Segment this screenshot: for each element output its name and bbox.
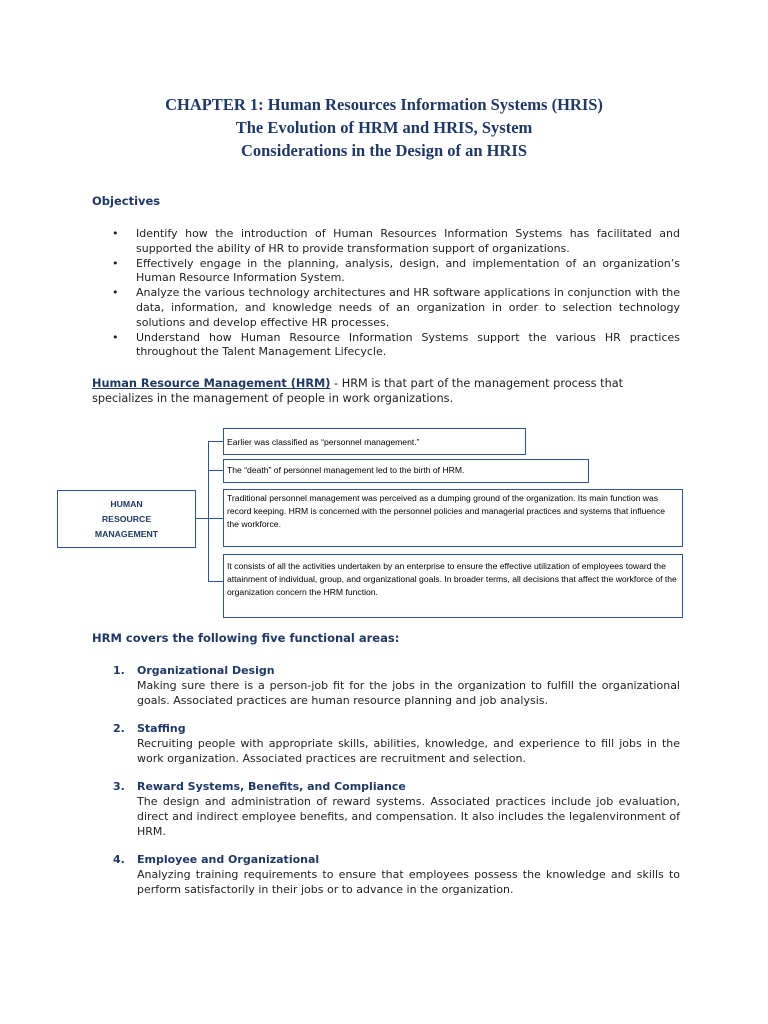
functional-area-item xyxy=(113,852,680,897)
objective-text: Understand how Human Resource Information Systems support the various HR practices throughout the Talent Management Lifecycle. xyxy=(136,330,680,359)
objectives-heading: Objectives xyxy=(92,194,161,208)
connector-line xyxy=(208,518,223,519)
functional-area-title: Staffing xyxy=(137,722,186,735)
functional-area-item xyxy=(113,721,680,766)
connector-line xyxy=(208,470,223,471)
chapter-title-line-1: CHAPTER 1: Human Resources Information Systems (HRIS) xyxy=(165,95,603,114)
connector-line xyxy=(208,441,223,442)
diagram-box: The “death” of personnel management led to the birth of HRM. xyxy=(223,459,589,483)
chapter-title-line-3: Considerations in the Design of an HRIS xyxy=(240,141,528,160)
objective-text: Identify how the introduction of Human Resources Information Systems has facilitated and supported the ability of HR to provide transformation support of organizations. xyxy=(136,227,680,255)
item-number: 2. xyxy=(113,722,125,735)
item-number: 4. xyxy=(113,853,125,866)
diagram-box: Traditional personnel management was perceived as a dumping ground of the organization. Its main function was record keeping. HRM is concerned with the personnel policies and managerial practices and systems that influence the workforce. xyxy=(223,489,683,547)
functional-area-title: Reward Systems, Benefits, and Compliance xyxy=(137,780,406,793)
connector-line xyxy=(208,581,223,582)
functional-area-description: Analyzing training requirements to ensure that employees possess the knowledge and skills to perform satisfactorily in their jobs or to advance in the organization. xyxy=(137,868,680,896)
diagram-box: Earlier was classified as “personnel management.” xyxy=(223,428,526,455)
functional-area-description: Making sure there is a person-job fit for the jobs in the organization to fulfill the organizational goals. Associated practices are human resource planning and job analysis. xyxy=(137,679,680,707)
item-number: 1. xyxy=(113,664,125,677)
chapter-title-line-2: The Evolution of HRM and HRIS, System xyxy=(235,118,533,137)
functional-areas-heading: HRM covers the following five functional areas: xyxy=(92,631,400,645)
bullet-icon: • xyxy=(112,256,119,270)
functional-area-title: Organizational Design xyxy=(137,664,275,677)
hrm-term: Human Resource Management (HRM) xyxy=(92,377,331,390)
functional-area-description: Recruiting people with appropriate skills, abilities, knowledge, and experience to fill jobs in the work organization. Associated practices are recruitment and selection. xyxy=(137,737,680,765)
diagram-box: It consists of all the activities undertaken by an enterprise to ensure the effective utilization of employees toward the attainment of individual, group, and organizational goals. In broader terms, all decisions that affect the workforce of the organization concern the HRM function. xyxy=(223,554,683,618)
item-number: 3. xyxy=(113,780,125,793)
functional-area-description: The design and administration of reward systems. Associated practices include job evaluation, direct and indirect employee benefits, and compensation. It also includes the legalenvironment of HRM. xyxy=(137,795,680,838)
hrm-center-label-line: HUMAN xyxy=(110,499,143,509)
objective-text: Analyze the various technology architectures and HR software applications in conjunction with the data, information, and knowledge needs of an organization in order to selection technology solutions and develop effective HR processes. xyxy=(136,286,680,329)
functional-area-item xyxy=(113,663,680,708)
hrm-definition-text: - HRM is that part of the management process that specializes in the management of people in work organizations. xyxy=(92,377,624,405)
functional-area-title: Employee and Organizational xyxy=(137,853,320,866)
bullet-icon: • xyxy=(112,286,119,300)
objective-text: Effectively engage in the planning, analysis, design, and implementation of an organization’s Human Resource Information System. xyxy=(136,256,680,285)
connector-line xyxy=(196,518,208,519)
functional-area-item xyxy=(113,779,680,839)
functional-areas-list xyxy=(113,663,680,910)
bullet-icon: • xyxy=(112,330,119,344)
connector-line xyxy=(208,441,209,582)
hrm-center-label-line: MANAGEMENT xyxy=(94,529,159,539)
hrm-center-label-line: RESOURCE xyxy=(101,514,152,524)
hrm-center-box xyxy=(57,490,196,548)
bullet-icon: • xyxy=(112,227,119,240)
